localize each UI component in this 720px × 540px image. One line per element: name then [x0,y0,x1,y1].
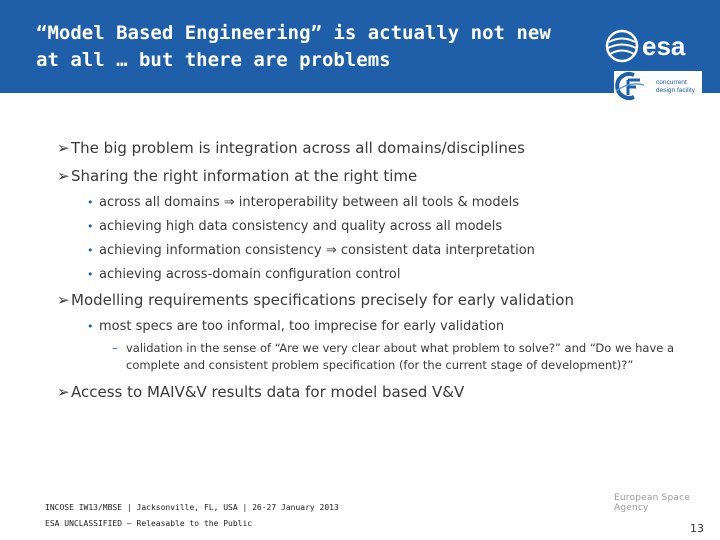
title-bar [0,0,720,93]
bullet-icon: • [87,196,94,209]
bullet-level2: • achieving high data consistency and quality across all models [87,219,503,234]
footer-classification: ESA UNCLASSIFIED – Releasable to the Public [45,519,253,528]
bullet-icon: • [87,320,94,333]
svg-text:design facility: design facility [656,87,696,94]
bullet-level1: ➢Sharing the right information at the right time [57,167,418,185]
cdf-logo [614,71,702,101]
bullet-level2: • achieving information consistency ⇒ consistent data interpretation [87,243,535,258]
bullet-level2: • most specs are too informal, too imprecise for early validation [87,319,505,334]
arrow-icon: ➢ [57,167,70,185]
bullet-icon: • [87,220,94,233]
esa-logo-text: esa [642,31,686,61]
page-number: 13 [690,522,704,535]
bullet-icon: • [87,244,94,257]
bullet-icon: • [87,268,94,281]
cdf-emblem-icon [614,71,702,101]
slide-title: “Model Based Engineering” is actually not new at all … but there are problems [36,22,551,71]
bullet-level1: ➢The big problem is integration across all domains/disciplines [57,139,525,157]
bullet-level1: ➢Modelling requirements specifications precisely for early validation [57,291,574,309]
arrow-icon: ➢ [57,291,70,309]
svg-text:concurrent: concurrent [656,79,687,86]
bullet-level2: • achieving across-domain configuration control [87,267,401,282]
arrow-icon: ➢ [57,139,70,157]
bullet-level1: ➢Access to MAIV&V results data for model based V&V [57,383,465,401]
arrow-icon: ➢ [57,383,70,401]
slide-content [57,138,697,410]
bullet-level2: • across all domains ⇒ interoperability between all tools & models [87,195,519,210]
esa-logo [605,29,705,63]
agency-name: European Space Agency [614,493,690,513]
dash-icon: – [112,341,118,355]
esa-emblem-icon [607,31,637,61]
footer-event: INCOSE IW13/MBSE | Jacksonville, FL, USA | 26-27 January 2013 [45,503,339,512]
bullet-level3: – validation in the sense of “Are we very clear about what problem to solve?” and “Do we have a complete and consistent problem specification (for the current stage of development)?” [112,341,675,372]
